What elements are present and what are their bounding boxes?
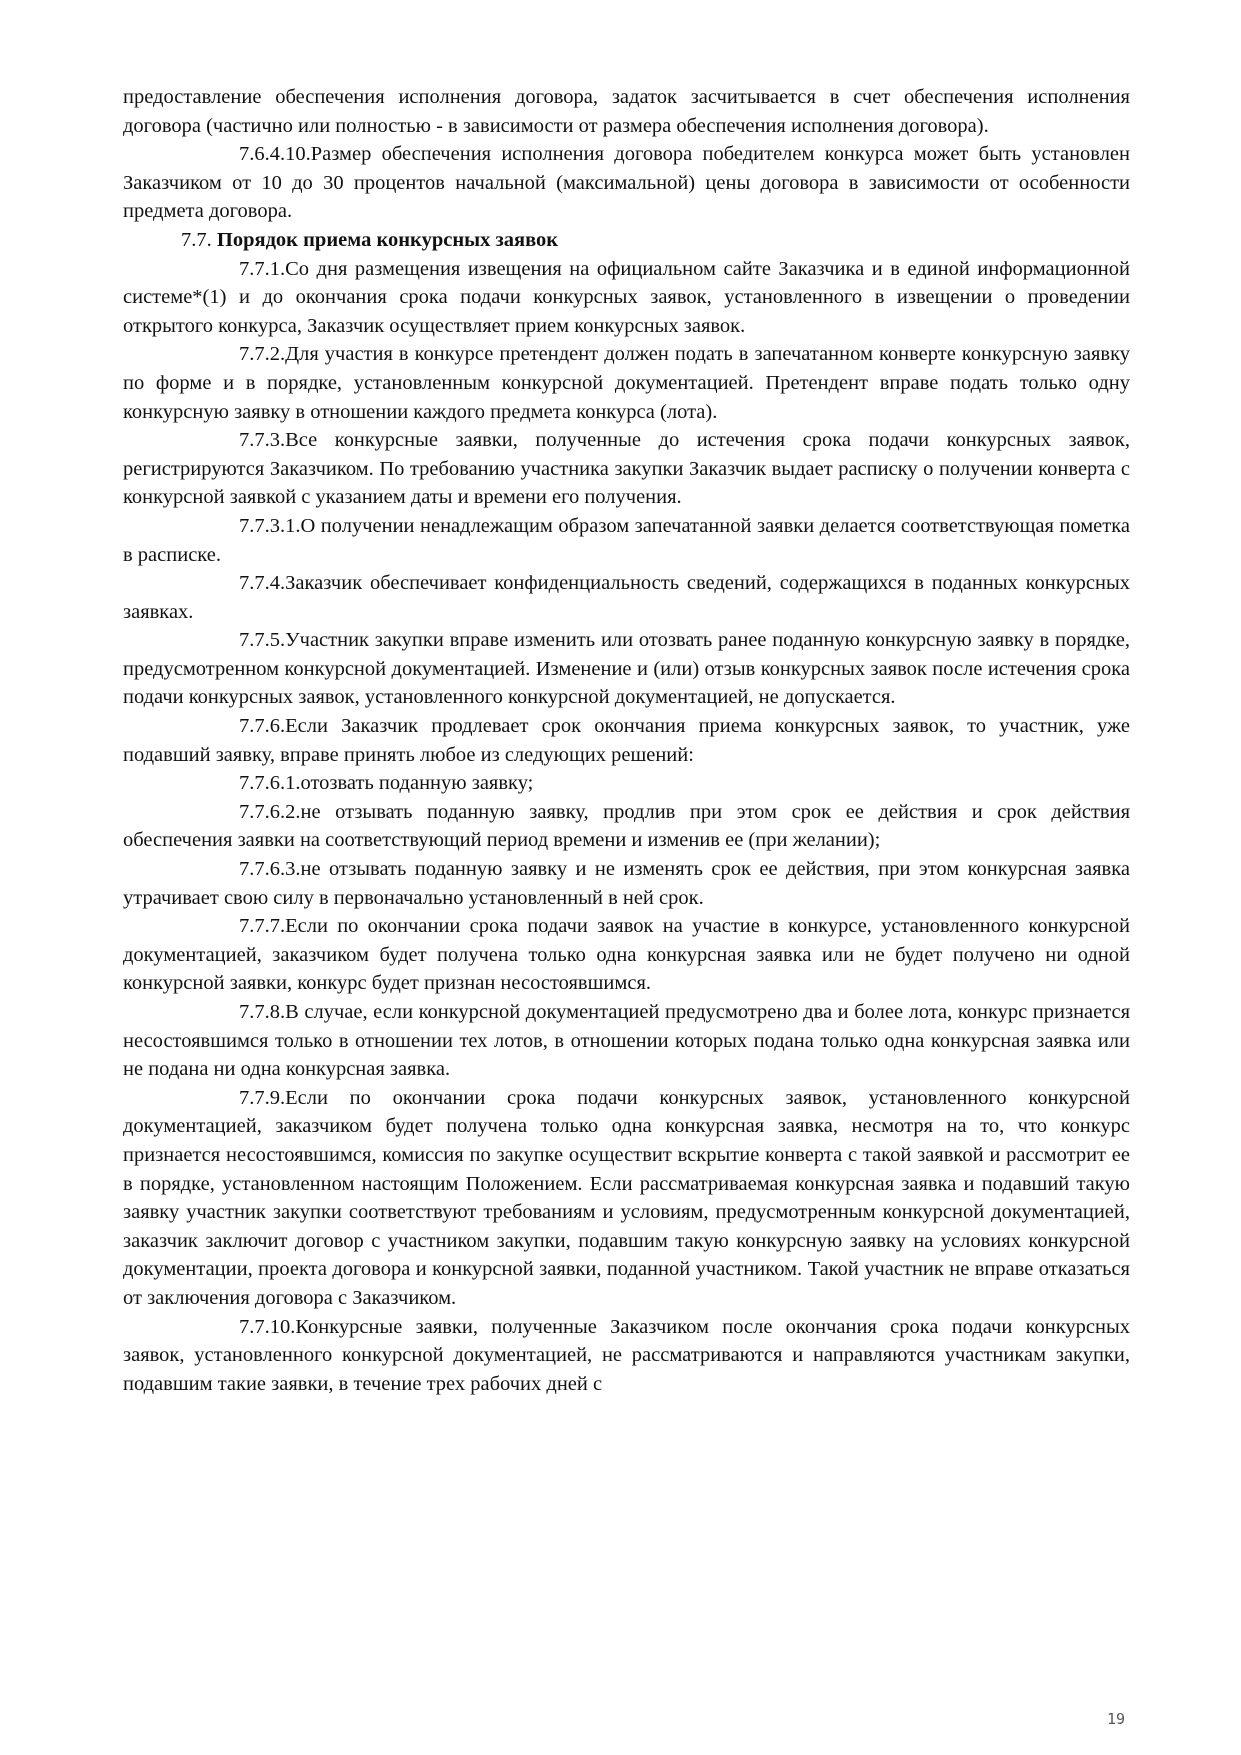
paragraph <box>123 712 1130 769</box>
paragraph <box>123 1084 1130 1313</box>
clause-number: 7.7.3.1. <box>239 514 301 537</box>
paragraph <box>123 569 1130 626</box>
paragraph <box>123 83 1130 140</box>
paragraph <box>123 1313 1130 1399</box>
document-body <box>123 83 1130 1398</box>
paragraph-text: Конкурсные заявки, полученные Заказчиком после окончания срока подачи конкурсных заявок, установленного конкурсной документацией, не рассматриваются и направляются участникам закупки, подавшим такие заявки, в течение трех рабочих дней с <box>123 1315 1130 1395</box>
paragraph-text: Участник закупки вправе изменить или отозвать ранее поданную конкурсную заявку в порядке, предусмотренном конкурсной документацией. Изменение и (или) отзыв конкурсных заявок после истечения срока подачи конкурсных заявок, установленного конкурсной документацией, не допускается. <box>123 629 1130 709</box>
page-number: 19 <box>1107 1710 1126 1728</box>
clause-number: 7.7.6.2. <box>239 800 301 823</box>
paragraph <box>123 512 1130 569</box>
clause-number: 7.7.5. <box>239 629 286 652</box>
paragraph-text: отозвать поданную заявку; <box>300 772 534 795</box>
paragraph <box>123 140 1130 226</box>
paragraph-text: предоставление обеспечения исполнения договора, задаток засчитывается в счет обеспечения исполнения договора (частично или полностью - в зависимости от размера обеспечения исполнения договора). <box>123 86 1130 137</box>
paragraph-text: Заказчик обеспечивает конфиденциальность сведений, содержащихся в поданных конкурсных заявках. <box>123 572 1130 623</box>
paragraph <box>123 769 1130 798</box>
clause-number: 7.7.1. <box>239 257 286 280</box>
paragraph-text: не отзывать поданную заявку, продлив при этом срок ее действия и срок действия обеспечения заявки на соответствующий период времени и изменив ее (при желании); <box>123 800 1130 852</box>
paragraph <box>123 912 1130 998</box>
clause-number: 7.7. <box>181 228 212 251</box>
clause-number: 7.7.8. <box>239 1001 286 1023</box>
paragraph-text: не отзывать поданную заявку и не изменять срок ее действия, при этом конкурсная заявка утрачивает свою силу в первоначально установленный в ней срок. <box>123 858 1130 909</box>
paragraph-text: Если по окончании срока подачи конкурсных заявок, установленного конкурсной документацией, заказчиком будет получена только одна конкурсная заявка, несмотря на то, что конкурс признается несостоявшимся, комиссия по закупке осуществит вскрытие конверта с такой заявкой и рассмотрит ее в порядке, установленном настоящим Положением. Если рассматриваемая конкурсная заявка и подавший такую заявку участник закупки соответствуют требованиям и условиям, предусмотренным конкурсной документацией, заказчик заключит договор с участником закупки, подавшим такую конкурсную заявку на условиях конкурсной документации, проекта договора и конкурсной заявки, поданной участником. Такой участник не вправе отказаться от заключения договора с Заказчиком. <box>123 1086 1130 1309</box>
clause-number: 7.7.7. <box>239 915 286 938</box>
paragraph <box>123 340 1130 426</box>
paragraph-text: Со дня размещения извещения на официальном сайте Заказчика и в единой информационной системе*(1) и до окончания срока подачи конкурсных заявок, установленного в извещении о проведении открытого конкурса, Заказчик осуществляет прием конкурсных заявок. <box>123 257 1130 337</box>
clause-number: 7.7.6.3. <box>239 858 301 881</box>
paragraph-text: Размер обеспечения исполнения договора победителем конкурса может быть установлен Заказчиком от 10 до 30 процентов начальной (максимальной) цены договора в зависимости от особенности предмета договора. <box>123 143 1130 223</box>
clause-number: 7.7.2. <box>239 343 286 366</box>
paragraph <box>123 626 1130 712</box>
paragraph-text: О получении ненадлежащим образом запечатанной заявки делается соответствующая пометка в расписке. <box>123 514 1130 566</box>
clause-number: 7.7.6.1. <box>239 772 301 795</box>
paragraph-text: Если по окончании срока подачи заявок на участие в конкурсе, установленного конкурсной документацией, заказчиком будет получена только одна конкурсная заявка или не будет получено ни одной конкурсной заявки, конкурс будет признан несостоявшимся. <box>123 915 1130 995</box>
clause-number: 7.7.6. <box>239 715 286 738</box>
paragraph <box>123 855 1130 912</box>
paragraph <box>123 426 1130 512</box>
paragraph-text: Для участия в конкурсе претендент должен подать в запечатанном конверте конкурсную заявку по форме и в порядке, установленным конкурсной документацией. Претендент вправе подать только одну конкурсную заявку в отношении каждого предмета конкурса (лота). <box>123 343 1130 423</box>
paragraph-text: Если Заказчик продлевает срок окончания приема конкурсных заявок, то участник, уже подавший заявку, вправе принять любое из следующих решений: <box>123 715 1130 766</box>
clause-number: 7.6.4.10. <box>239 143 311 166</box>
clause-number: 7.7.3. <box>239 429 286 452</box>
paragraph-text: В случае, если конкурсной документацией предусмотрено два и более лота, конкурс признается несостоявшимся только в отношении тех лотов, в отношении которых подана только одна конкурсная заявка или не подана ни одна конкурсная заявка. <box>123 1001 1130 1081</box>
clause-number: 7.7.4. <box>239 572 286 595</box>
paragraph <box>123 255 1130 341</box>
section-heading <box>123 226 1130 255</box>
clause-number: 7.7.9. <box>239 1086 286 1109</box>
paragraph <box>123 798 1130 855</box>
paragraph-text: Все конкурсные заявки, полученные до истечения срока подачи конкурсных заявок, регистрируются Заказчиком. По требованию участника закупки Заказчик выдает расписку о получении конверта с конкурсной заявкой с указанием даты и времени его получения. <box>123 429 1130 509</box>
paragraph <box>123 998 1130 1084</box>
clause-number: 7.7.10. <box>239 1315 296 1338</box>
section-heading-text: Порядок приема конкурсных заявок <box>216 228 559 251</box>
